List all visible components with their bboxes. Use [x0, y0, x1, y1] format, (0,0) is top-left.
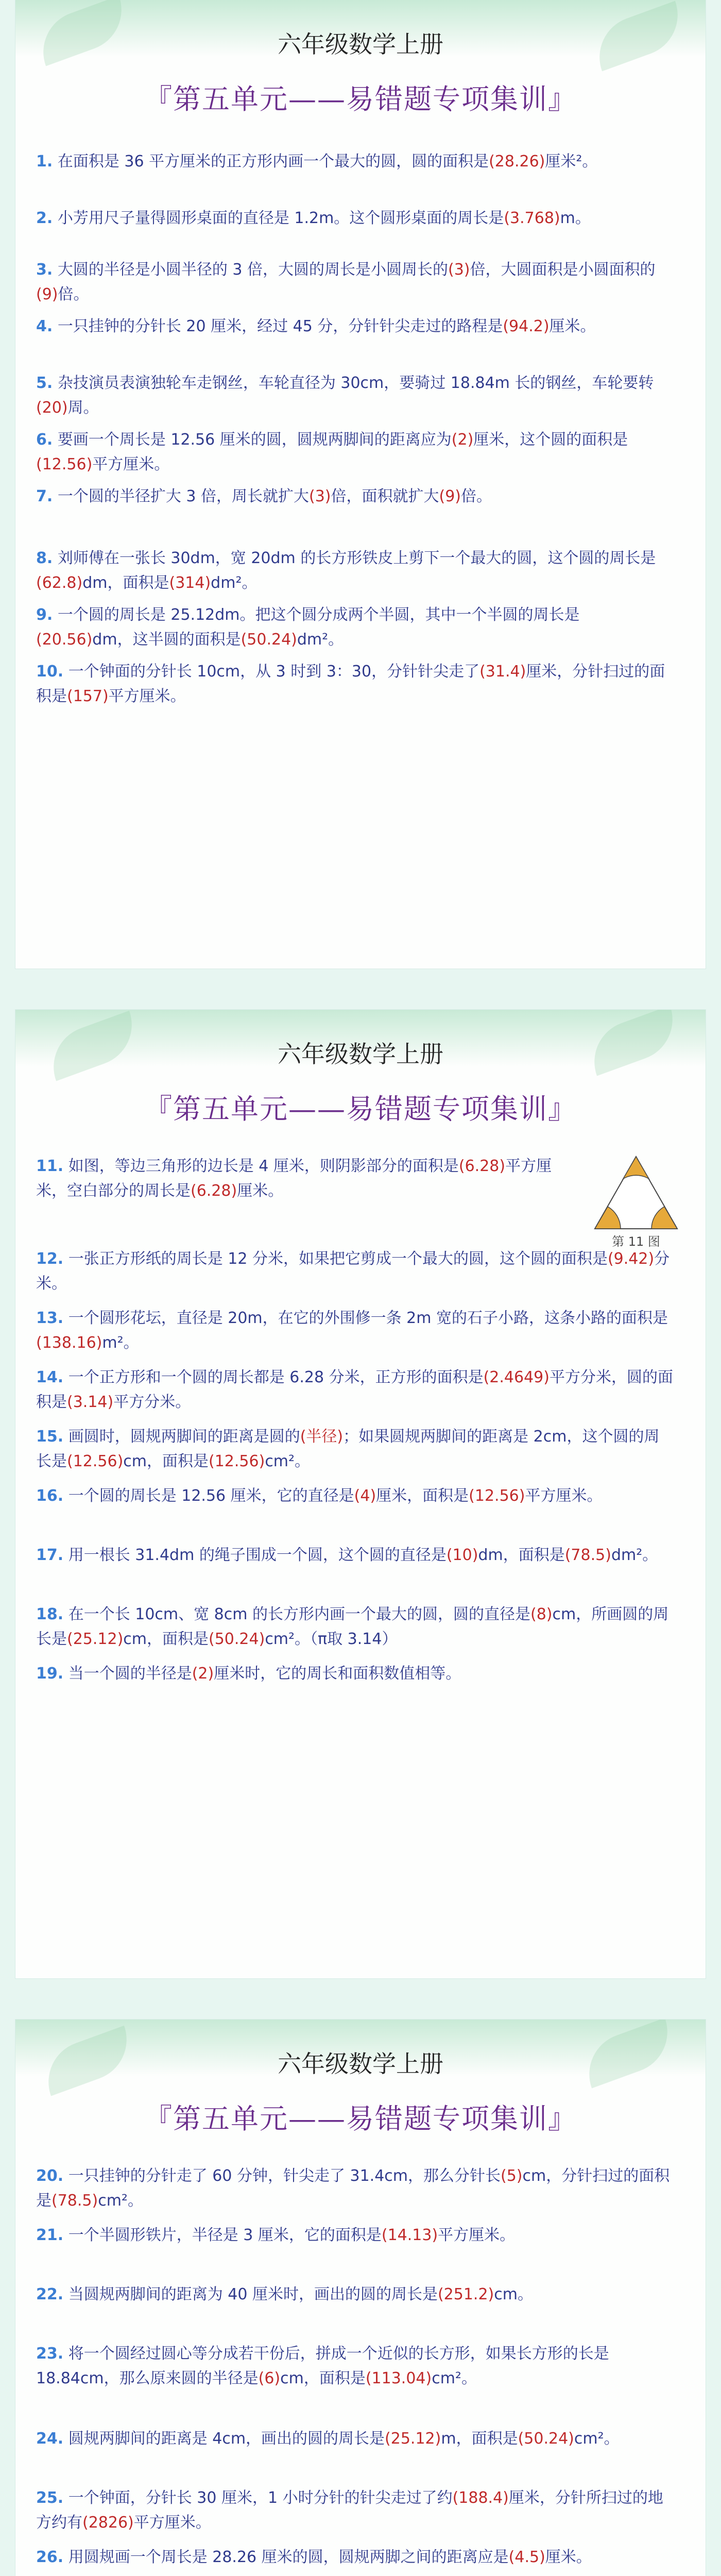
grade-title: 六年级数学上册	[278, 30, 443, 58]
unit-title: 『第五单元——易错题专项集训』	[144, 1093, 577, 1125]
figure-11	[587, 1149, 685, 1247]
question-24: 24. 圆规两脚间的距离是 4cm，画出的圆的周长是(25.12)m，面积是(50.24)cm²。	[36, 2430, 620, 2448]
question-4: 4. 一只挂钟的分针长 20 厘米，经过 45 分，分针针尖走过的路程是(94.2)厘米。	[36, 317, 596, 335]
question-5: 5. 杂技演员表演独轮车走钢丝，车轮直径为 30cm，要骑过 18.84m 长的钢丝，车轮要转(20)周。	[36, 374, 654, 417]
grade-title: 六年级数学上册	[278, 2050, 443, 2078]
unit-title: 『第五单元——易错题专项集训』	[144, 83, 577, 115]
question-7: 7. 一个圆的半径扩大 3 倍，周长就扩大(3)倍，面积就扩大(9)倍。	[36, 487, 492, 505]
question-26: 26. 用圆规画一个周长是 28.26 厘米的圆，圆规两脚之间的距离应是(4.5)厘米。	[36, 2548, 592, 2566]
question-11: 11. 如图，等边三角形的边长是 4 厘米，则阴影部分的面积是(6.28)平方厘米，空白部分的周长是(6.28)厘米。	[36, 1157, 552, 1200]
question-1: 1. 在面积是 36 平方厘米的正方形内画一个最大的圆，圆的面积是(28.26)厘米²。	[36, 152, 598, 171]
question-15: 15. 画圆时，圆规两脚间的距离是圆的(半径)；如果圆规两脚间的距离是 2cm，这个圆的周长是(12.56)cm，面积是(12.56)cm²。	[36, 1428, 660, 1470]
question-13: 13. 一个圆形花坛，直径是 20m，在它的外围修一条 2m 宽的石子小路，这条小路的面积是(138.16)m²。	[36, 1309, 668, 1352]
question-10: 10. 一个钟面的分针长 10cm，从 3 时到 3：30，分针针尖走了(31.4)厘米，分针扫过的面积是(157)平方厘米。	[36, 663, 665, 705]
worksheet-page-1	[15, 0, 706, 969]
question-19: 19. 当一个圆的半径是(2)厘米时，它的周长和面积数值相等。	[36, 1665, 461, 1683]
question-17: 17. 用一根长 31.4dm 的绳子围成一个圆，这个圆的直径是(10)dm，面积是(78.5)dm²。	[36, 1546, 658, 1564]
worksheet-page-2	[15, 1010, 706, 1978]
worksheet-page-3	[15, 2020, 706, 2576]
question-14: 14. 一个正方形和一个圆的周长都是 6.28 分米，正方形的面积是(2.4649)平方分米，圆的面积是(3.14)平方分米。	[36, 1368, 673, 1411]
question-25: 25. 一个钟面，分针长 30 厘米，1 小时分针的针尖走过了约(188.4)厘米，分针所扫过的地方约有(2826)平方厘米。	[36, 2489, 663, 2532]
question-8: 8. 刘师傅在一张长 30dm，宽 20dm 的长方形铁皮上剪下一个最大的圆，这个圆的周长是(62.8)dm，面积是(314)dm²。	[36, 549, 656, 592]
question-23: 23. 将一个圆经过圆心等分成若干份后，拼成一个近似的长方形，如果长方形的长是 18.84cm，那么原来圆的半径是(6)cm，面积是(113.04)cm²。	[36, 2345, 609, 2387]
unit-title: 『第五单元——易错题专项集训』	[144, 2103, 577, 2135]
question-21: 21. 一个半圆形铁片，半径是 3 厘米，它的面积是(14.13)平方厘米。	[36, 2226, 516, 2244]
question-18: 18. 在一个长 10cm、宽 8cm 的长方形内画一个最大的圆，圆的直径是(8)cm，所画圆的周长是(25.12)cm，面积是(50.24)cm²。（π取 3.14）	[36, 1605, 669, 1648]
question-9: 9. 一个圆的周长是 25.12dm。把这个圆分成两个半圆，其中一个半圆的周长是(20.56)dm，这半圆的面积是(50.24)dm²。	[36, 606, 580, 649]
question-16: 16. 一个圆的周长是 12.56 厘米，它的直径是(4)厘米，面积是(12.56)平方厘米。	[36, 1487, 603, 1505]
question-3: 3. 大圆的半径是小圆半径的 3 倍，大圆的周长是小圆周长的(3)倍，大圆面积是小圆面积的(9)倍。	[36, 261, 656, 303]
question-12: 12. 一张正方形纸的周长是 12 分米，如果把它剪成一个最大的圆，这个圆的面积是(9.42)分米。	[36, 1250, 670, 1293]
question-6: 6. 要画一个周长是 12.56 厘米的圆，圆规两脚间的距离应为(2)厘米，这个圆的面积是(12.56)平方厘米。	[36, 431, 628, 473]
question-22: 22. 当圆规两脚间的距离为 40 厘米时，画出的圆的周长是(251.2)cm。	[36, 2285, 533, 2303]
question-20: 20. 一只挂钟的分针走了 60 分钟，针尖走了 31.4cm，那么分针长(5)cm，分针扫过的面积是(78.5)cm²。	[36, 2167, 670, 2210]
grade-title: 六年级数学上册	[278, 1040, 443, 1068]
question-2: 2. 小芳用尺子量得圆形桌面的直径是 1.2m。这个圆形桌面的周长是(3.768)m。	[36, 209, 591, 227]
figure-11-caption: 第 11 图	[612, 1234, 660, 1249]
